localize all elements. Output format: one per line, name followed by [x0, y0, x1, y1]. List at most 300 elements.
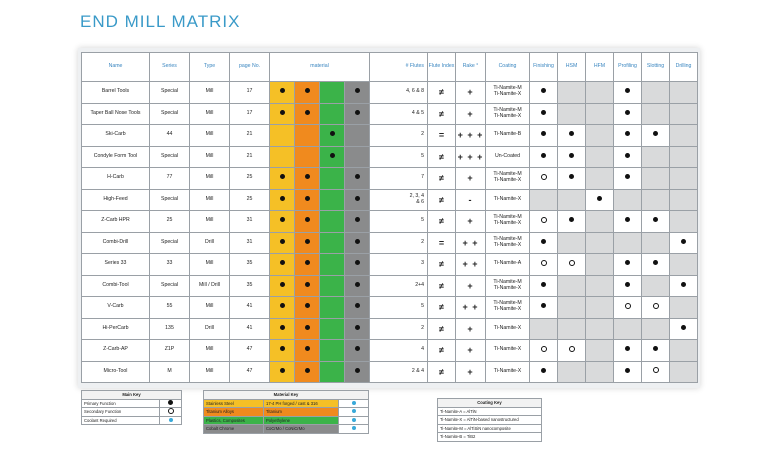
- application-cell-hfm: [586, 254, 614, 276]
- material-cell: [320, 189, 345, 211]
- flutes-cell: 4: [370, 340, 428, 362]
- application-cell-prof: [614, 232, 642, 254]
- tool-name-cell: V-Carb: [82, 297, 150, 319]
- series-cell: Z1P: [150, 340, 190, 362]
- page-cell: 31: [230, 211, 270, 233]
- type-cell: Mill: [190, 103, 230, 125]
- type-cell: Mill: [190, 340, 230, 362]
- tool-name-cell: Barrel Tools: [82, 82, 150, 104]
- material-primary-icon: [280, 239, 285, 244]
- header-flute-index: Flute Index: [428, 53, 456, 82]
- coating-cell: Ti-Namite-M Ti-Namite-X: [486, 82, 530, 104]
- application-cell-fin: [530, 232, 558, 254]
- coating-key-item: Ti-Namite-X = AlTiN-based nanostructured: [438, 416, 542, 425]
- prof-primary-icon: [625, 282, 630, 287]
- series-cell: Special: [150, 232, 190, 254]
- fin-secondary-icon: [541, 217, 547, 223]
- application-cell-prof: [614, 275, 642, 297]
- material-primary-icon: [355, 260, 360, 265]
- material-cell: [320, 361, 345, 383]
- main-key-title: Main Key: [82, 391, 182, 400]
- table-row: [82, 254, 698, 276]
- coating-cell: Ti-Namite-X: [486, 340, 530, 362]
- main-key-symbol: [160, 416, 182, 425]
- application-cell-drill: [670, 361, 698, 383]
- application-cell-hsm: [558, 254, 586, 276]
- rake-cell: -: [456, 189, 486, 211]
- main-key-symbol: [160, 399, 182, 408]
- tool-name-cell: Combi-Drill: [82, 232, 150, 254]
- application-cell-prof: [614, 189, 642, 211]
- application-cell-fin: [530, 361, 558, 383]
- material-name: Plastics, Composites: [204, 416, 264, 425]
- material-cell: [320, 318, 345, 340]
- main-key-label: Primary Function: [82, 399, 160, 408]
- coating-cell: Ti-Namite-X: [486, 361, 530, 383]
- application-cell-hfm: [586, 125, 614, 147]
- type-cell: Mill / Drill: [190, 275, 230, 297]
- type-cell: Mill: [190, 254, 230, 276]
- table-row: [82, 125, 698, 147]
- coating-cell: Ti-Namite-X: [486, 189, 530, 211]
- flute-index-cell: ≠: [428, 361, 456, 383]
- prof-primary-icon: [625, 260, 630, 265]
- table-row: [82, 318, 698, 340]
- application-cell-slot: [642, 211, 670, 233]
- header-slotting: Slotting: [642, 53, 670, 82]
- application-cell-hsm: [558, 361, 586, 383]
- material-cell: [345, 103, 370, 125]
- rake-cell: + +: [456, 297, 486, 319]
- main-key-symbol: [160, 408, 182, 417]
- coating-cell: Ti-Namite-M Ti-Namite-X: [486, 297, 530, 319]
- type-cell: Mill: [190, 361, 230, 383]
- application-cell-prof: [614, 103, 642, 125]
- tool-name-cell: Taper Ball Nose Tools: [82, 103, 150, 125]
- fin-secondary-icon: [541, 346, 547, 352]
- application-cell-fin: [530, 318, 558, 340]
- page-cell: 47: [230, 340, 270, 362]
- table-row: [82, 103, 698, 125]
- application-cell-slot: [642, 254, 670, 276]
- prof-primary-icon: [625, 131, 630, 136]
- table-row: [82, 82, 698, 104]
- application-cell-drill: [670, 254, 698, 276]
- material-cell: [270, 103, 295, 125]
- application-cell-slot: [642, 125, 670, 147]
- header-finishing: Finishing: [530, 53, 558, 82]
- material-cell: [270, 340, 295, 362]
- series-cell: Special: [150, 146, 190, 168]
- page-title: END MILL MATRIX: [80, 12, 241, 31]
- rake-cell: +: [456, 275, 486, 297]
- flutes-cell: 4, 6 & 8: [370, 82, 428, 104]
- material-primary-icon: [280, 110, 285, 115]
- application-cell-drill: [670, 146, 698, 168]
- header-hsm: HSM: [558, 53, 586, 82]
- rake-cell: +: [456, 361, 486, 383]
- application-cell-hfm: [586, 340, 614, 362]
- material-primary-icon: [355, 346, 360, 351]
- application-cell-drill: [670, 125, 698, 147]
- material-cell: [345, 189, 370, 211]
- rake-cell: + +: [456, 254, 486, 276]
- material-cell: [320, 232, 345, 254]
- table-row: [82, 168, 698, 190]
- application-cell-slot: [642, 103, 670, 125]
- application-cell-slot: [642, 340, 670, 362]
- header-flutes: # Flutes: [370, 53, 428, 82]
- type-cell: Mill: [190, 125, 230, 147]
- material-cell: [295, 297, 320, 319]
- application-cell-hfm: [586, 146, 614, 168]
- application-cell-hfm: [586, 297, 614, 319]
- hsm-primary-icon: [569, 174, 574, 179]
- flutes-cell: 2, 3, 4 & 6: [370, 189, 428, 211]
- material-primary-icon: [355, 303, 360, 308]
- material-cell: [320, 146, 345, 168]
- coating-key-row: [438, 416, 542, 425]
- application-cell-fin: [530, 146, 558, 168]
- material-primary-icon: [305, 239, 310, 244]
- header-name: Name: [82, 53, 150, 82]
- coolant-icon: [352, 401, 356, 405]
- material-cell: [270, 189, 295, 211]
- fin-primary-icon: [541, 153, 546, 158]
- material-cell: [270, 275, 295, 297]
- flutes-cell: 2 & 4: [370, 361, 428, 383]
- material-key-row: [204, 399, 369, 408]
- application-cell-prof: [614, 361, 642, 383]
- material-primary-icon: [305, 260, 310, 265]
- application-cell-slot: [642, 275, 670, 297]
- material-cell: [270, 361, 295, 383]
- coolant-icon: [352, 409, 356, 413]
- flute-index-cell: ≠: [428, 103, 456, 125]
- coating-cell: Ti-Namite-A: [486, 254, 530, 276]
- hsm-primary-icon: [569, 217, 574, 222]
- table-row: [82, 275, 698, 297]
- prof-primary-icon: [625, 346, 630, 351]
- slot-secondary-icon: [653, 303, 659, 309]
- drill-primary-icon: [681, 239, 686, 244]
- material-primary-icon: [280, 196, 285, 201]
- type-cell: Mill: [190, 168, 230, 190]
- material-cell: [270, 232, 295, 254]
- material-cell: [270, 168, 295, 190]
- flute-index-cell: ≠: [428, 189, 456, 211]
- flute-index-cell: ≠: [428, 340, 456, 362]
- header-type: Type: [190, 53, 230, 82]
- coating-cell: Ti-Namite-M Ti-Namite-X: [486, 232, 530, 254]
- flutes-cell: 7: [370, 168, 428, 190]
- flute-index-cell: ≠: [428, 146, 456, 168]
- coating-key-item: Ti-Namite-M = AlTiSiN nanocomposite: [438, 424, 542, 433]
- tool-name-cell: Ski-Carb: [82, 125, 150, 147]
- material-name: Titanium Alloys: [204, 408, 264, 417]
- header-hfm: HFM: [586, 53, 614, 82]
- prof-primary-icon: [625, 217, 630, 222]
- application-cell-slot: [642, 82, 670, 104]
- application-cell-fin: [530, 340, 558, 362]
- application-cell-drill: [670, 340, 698, 362]
- application-cell-prof: [614, 146, 642, 168]
- application-cell-fin: [530, 275, 558, 297]
- tool-name-cell: H-Carb: [82, 168, 150, 190]
- hfm-primary-icon: [597, 196, 602, 201]
- series-cell: 33: [150, 254, 190, 276]
- flutes-cell: 5: [370, 297, 428, 319]
- application-cell-slot: [642, 297, 670, 319]
- material-primary-icon: [305, 217, 310, 222]
- page-cell: 25: [230, 168, 270, 190]
- material-primary-icon: [330, 153, 335, 158]
- series-cell: Special: [150, 82, 190, 104]
- material-cell: [320, 168, 345, 190]
- series-cell: M: [150, 361, 190, 383]
- fin-primary-icon: [541, 368, 546, 373]
- rake-cell: +: [456, 82, 486, 104]
- material-primary-icon: [280, 88, 285, 93]
- coating-key-item: Ti-Namite-A = AlTiN: [438, 407, 542, 416]
- application-cell-hfm: [586, 82, 614, 104]
- slot-secondary-icon: [653, 367, 659, 373]
- coolant-icon: [352, 418, 356, 422]
- material-cell: [295, 82, 320, 104]
- material-primary-icon: [355, 325, 360, 330]
- coating-cell: Ti-Namite-M Ti-Namite-X: [486, 103, 530, 125]
- material-primary-icon: [305, 325, 310, 330]
- material-cell: [270, 146, 295, 168]
- page-cell: 35: [230, 275, 270, 297]
- material-cell: [270, 254, 295, 276]
- material-primary-icon: [355, 368, 360, 373]
- material-cell: [345, 211, 370, 233]
- header-page: page No.: [230, 53, 270, 82]
- material-primary-icon: [355, 217, 360, 222]
- application-cell-prof: [614, 297, 642, 319]
- application-cell-hsm: [558, 211, 586, 233]
- coating-cell: Ti-Namite-M Ti-Namite-X: [486, 211, 530, 233]
- fin-primary-icon: [541, 239, 546, 244]
- tool-name-cell: Micro-Tool: [82, 361, 150, 383]
- material-cell: [345, 275, 370, 297]
- material-cell: [320, 82, 345, 104]
- application-cell-drill: [670, 297, 698, 319]
- type-cell: Drill: [190, 232, 230, 254]
- series-cell: Special: [150, 189, 190, 211]
- application-cell-drill: [670, 103, 698, 125]
- material-cell: [320, 254, 345, 276]
- flute-index-cell: ≠: [428, 82, 456, 104]
- application-cell-prof: [614, 254, 642, 276]
- application-cell-fin: [530, 103, 558, 125]
- material-primary-icon: [305, 282, 310, 287]
- coating-key-row: [438, 424, 542, 433]
- drill-primary-icon: [681, 282, 686, 287]
- material-coolant: [339, 399, 369, 408]
- type-cell: Mill: [190, 146, 230, 168]
- flutes-cell: 5: [370, 146, 428, 168]
- material-cell: [270, 125, 295, 147]
- tool-name-cell: Series 33: [82, 254, 150, 276]
- material-cell: [270, 318, 295, 340]
- series-cell: 25: [150, 211, 190, 233]
- main-key-row: [82, 408, 182, 417]
- main-key-label: Coolant Required: [82, 416, 160, 425]
- material-cell: [345, 168, 370, 190]
- material-primary-icon: [280, 325, 285, 330]
- application-cell-slot: [642, 189, 670, 211]
- material-cell: [320, 275, 345, 297]
- material-cell: [270, 297, 295, 319]
- application-cell-slot: [642, 361, 670, 383]
- application-cell-drill: [670, 168, 698, 190]
- tool-name-cell: Condyle Form Tool: [82, 146, 150, 168]
- hsm-primary-icon: [569, 153, 574, 158]
- coating-cell: Ti-Namite-X: [486, 318, 530, 340]
- coating-key-row: [438, 407, 542, 416]
- material-primary-icon: [305, 346, 310, 351]
- header-profiling: Profiling: [614, 53, 642, 82]
- prof-secondary-icon: [625, 303, 631, 309]
- material-primary-icon: [355, 196, 360, 201]
- material-primary-icon: [355, 88, 360, 93]
- application-cell-drill: [670, 82, 698, 104]
- coolant-icon: [352, 426, 356, 430]
- prof-primary-icon: [625, 368, 630, 373]
- table-row: [82, 340, 698, 362]
- material-primary-icon: [280, 260, 285, 265]
- application-cell-hfm: [586, 211, 614, 233]
- material-cell: [295, 125, 320, 147]
- material-key-row: [204, 408, 369, 417]
- coating-cell: Ti-Namite-B: [486, 125, 530, 147]
- material-cell: [345, 254, 370, 276]
- application-cell-hsm: [558, 125, 586, 147]
- flute-index-cell: ≠: [428, 297, 456, 319]
- table-row: [82, 297, 698, 319]
- application-cell-slot: [642, 232, 670, 254]
- material-primary-icon: [280, 368, 285, 373]
- prof-primary-icon: [625, 153, 630, 158]
- type-cell: Mill: [190, 297, 230, 319]
- coating-key-title: Coating Key: [438, 399, 542, 408]
- rake-cell: + + +: [456, 146, 486, 168]
- application-cell-hsm: [558, 103, 586, 125]
- rake-cell: +: [456, 340, 486, 362]
- application-cell-slot: [642, 168, 670, 190]
- material-cell: [295, 211, 320, 233]
- tool-name-cell: Hi-PerCarb: [82, 318, 150, 340]
- application-cell-hsm: [558, 168, 586, 190]
- application-cell-fin: [530, 168, 558, 190]
- hsm-secondary-icon: [569, 260, 575, 266]
- page-cell: 21: [230, 146, 270, 168]
- material-cell: [320, 125, 345, 147]
- coating-key-item: Ti-Namite-B = TiB2: [438, 433, 542, 442]
- application-cell-hfm: [586, 189, 614, 211]
- fin-primary-icon: [541, 110, 546, 115]
- table-row: [82, 211, 698, 233]
- material-primary-icon: [305, 110, 310, 115]
- flute-index-cell: ≠: [428, 168, 456, 190]
- hsm-secondary-icon: [569, 346, 575, 352]
- tool-name-cell: Combi-Tool: [82, 275, 150, 297]
- material-cell: [270, 82, 295, 104]
- key-secondary-icon: [168, 408, 174, 414]
- key-coolant-icon: [169, 418, 173, 422]
- rake-cell: + + +: [456, 125, 486, 147]
- material-cell: [345, 361, 370, 383]
- series-cell: Special: [150, 275, 190, 297]
- application-cell-drill: [670, 232, 698, 254]
- series-cell: 77: [150, 168, 190, 190]
- type-cell: Drill: [190, 318, 230, 340]
- material-key-row: [204, 416, 369, 425]
- application-cell-prof: [614, 318, 642, 340]
- fin-primary-icon: [541, 303, 546, 308]
- application-cell-slot: [642, 146, 670, 168]
- material-key: [203, 390, 369, 434]
- fin-secondary-icon: [541, 174, 547, 180]
- material-desc: Titanium: [264, 408, 339, 417]
- application-cell-drill: [670, 275, 698, 297]
- rake-cell: +: [456, 103, 486, 125]
- prof-primary-icon: [625, 174, 630, 179]
- material-cell: [345, 232, 370, 254]
- material-coolant: [339, 416, 369, 425]
- material-key-row: [204, 425, 369, 434]
- slot-primary-icon: [653, 346, 658, 351]
- material-desc: 17-4 PH forged / cast & 316: [264, 399, 339, 408]
- rake-cell: +: [456, 168, 486, 190]
- coating-cell: Ti-Namite-M Ti-Namite-X: [486, 275, 530, 297]
- application-cell-hfm: [586, 168, 614, 190]
- series-cell: Special: [150, 103, 190, 125]
- application-cell-hsm: [558, 232, 586, 254]
- application-cell-hsm: [558, 275, 586, 297]
- application-cell-fin: [530, 82, 558, 104]
- rake-cell: +: [456, 318, 486, 340]
- application-cell-hsm: [558, 146, 586, 168]
- application-cell-hsm: [558, 318, 586, 340]
- material-primary-icon: [355, 110, 360, 115]
- material-primary-icon: [355, 239, 360, 244]
- material-cell: [345, 82, 370, 104]
- flutes-cell: 2: [370, 125, 428, 147]
- material-cell: [345, 146, 370, 168]
- material-cell: [345, 125, 370, 147]
- material-cell: [295, 232, 320, 254]
- series-cell: 44: [150, 125, 190, 147]
- flute-index-cell: =: [428, 232, 456, 254]
- prof-primary-icon: [625, 110, 630, 115]
- application-cell-drill: [670, 211, 698, 233]
- material-cell: [345, 318, 370, 340]
- flute-index-cell: =: [428, 125, 456, 147]
- material-primary-icon: [280, 282, 285, 287]
- application-cell-drill: [670, 318, 698, 340]
- material-primary-icon: [305, 88, 310, 93]
- fin-primary-icon: [541, 88, 546, 93]
- coating-key-row: [438, 433, 542, 442]
- application-cell-fin: [530, 211, 558, 233]
- header-drilling: Drilling: [670, 53, 698, 82]
- fin-secondary-icon: [541, 260, 547, 266]
- material-cell: [295, 275, 320, 297]
- page-cell: 25: [230, 189, 270, 211]
